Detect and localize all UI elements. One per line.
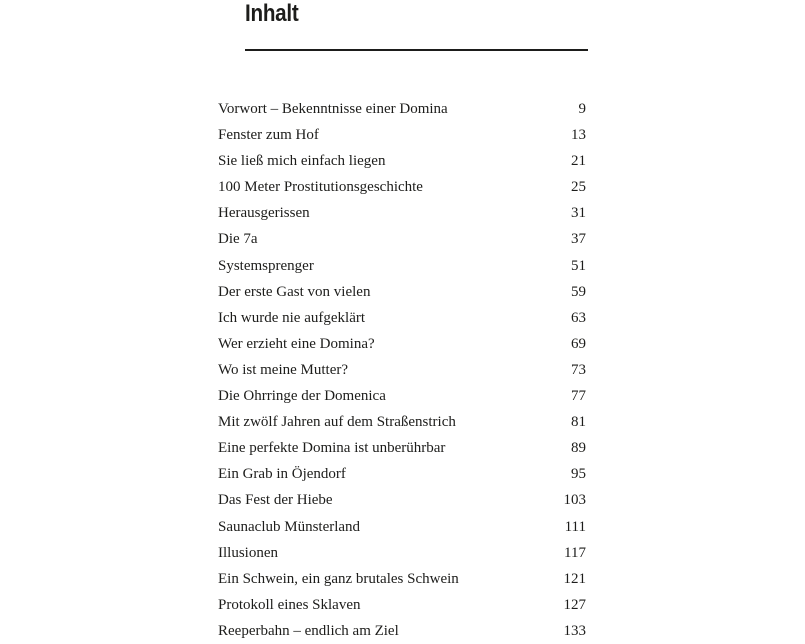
toc-entry-page-number: 127 (563, 596, 586, 613)
heading-divider (245, 49, 588, 51)
toc-entry-page-number: 103 (563, 492, 586, 509)
toc-entry (218, 174, 586, 200)
toc-entry (218, 514, 586, 540)
toc-entry-title: Die Ohrringe der Domenica (218, 388, 386, 405)
toc-entry (218, 148, 586, 174)
toc-entry-page-number: 9 (578, 101, 586, 117)
toc-entry-page-number: 81 (571, 414, 586, 431)
toc-entry (218, 226, 586, 252)
toc-entry (218, 253, 586, 279)
toc-entry-page-number: 25 (571, 179, 586, 196)
toc-entry-page-number: 77 (571, 388, 586, 405)
toc-entry-page-number: 13 (571, 127, 586, 144)
toc-entry-title: Eine perfekte Domina ist unberührbar (218, 440, 446, 457)
toc-entry-page-number: 69 (571, 335, 586, 352)
toc-entry-page-number: 133 (563, 622, 586, 639)
toc-entry-title: Systemsprenger (218, 257, 314, 274)
toc-entry-title: Der erste Gast von vielen (218, 283, 371, 300)
toc-entry-page-number: 21 (571, 153, 586, 170)
toc-entry-title: Fenster zum Hof (218, 127, 319, 144)
toc-entry-title: Wer erzieht eine Domina? (218, 335, 375, 352)
toc-entry (218, 279, 586, 305)
toc-entry-title: Illusionen (218, 544, 278, 561)
toc-entry (218, 200, 586, 226)
toc-entry (218, 566, 586, 592)
toc-entry-page-number: 121 (563, 570, 586, 587)
toc-entry (218, 383, 586, 409)
toc-entry-title: Mit zwölf Jahren auf dem Straßenstrich (218, 414, 456, 431)
toc-entry (218, 487, 586, 513)
toc-entry-page-number: 63 (571, 309, 586, 326)
toc-entry (218, 618, 586, 644)
table-of-contents (218, 96, 586, 644)
toc-entry (218, 540, 586, 566)
toc-entry-page-number: 111 (564, 518, 586, 535)
toc-entry (218, 409, 586, 435)
toc-entry-page-number: 51 (571, 257, 586, 274)
toc-entry-title: Ein Grab in Öjendorf (218, 466, 346, 483)
toc-entry-title: Reeperbahn – endlich am Ziel (218, 622, 399, 639)
toc-entry (218, 592, 586, 618)
toc-entry-title: Protokoll eines Sklaven (218, 596, 361, 613)
toc-entry-title: Ein Schwein, ein ganz brutales Schwein (218, 570, 459, 587)
page-title: Inhalt (245, 0, 299, 27)
toc-entry (218, 96, 586, 122)
toc-entry-title: 100 Meter Prostitutionsgeschichte (218, 179, 423, 196)
toc-entry-title: Herausgerissen (218, 205, 310, 222)
toc-entry (218, 122, 586, 148)
toc-entry-title: Saunaclub Münsterland (218, 518, 361, 535)
toc-entry (218, 461, 586, 487)
toc-entry (218, 305, 586, 331)
toc-entry-title: Ich wurde nie aufgeklärt (218, 309, 366, 326)
toc-entry-title: Wo ist meine Mutter? (218, 361, 349, 378)
toc-entry-title: Die 7a (218, 231, 258, 248)
toc-entry-page-number: 37 (571, 231, 586, 248)
toc-entry (218, 435, 586, 461)
toc-entry-title: Sie ließ mich einfach liegen (218, 153, 386, 170)
toc-entry-page-number: 117 (564, 544, 586, 561)
toc-entry (218, 331, 586, 357)
toc-entry-page-number: 95 (571, 466, 586, 483)
toc-entry-title: Vorwort – Bekenntnisse einer Domina (218, 101, 448, 117)
toc-entry-page-number: 89 (571, 440, 586, 457)
toc-entry-page-number: 73 (571, 361, 586, 378)
toc-entry-page-number: 59 (571, 283, 586, 300)
toc-entry-page-number: 31 (571, 205, 586, 222)
toc-entry-title: Das Fest der Hiebe (218, 492, 333, 509)
toc-entry (218, 357, 586, 383)
